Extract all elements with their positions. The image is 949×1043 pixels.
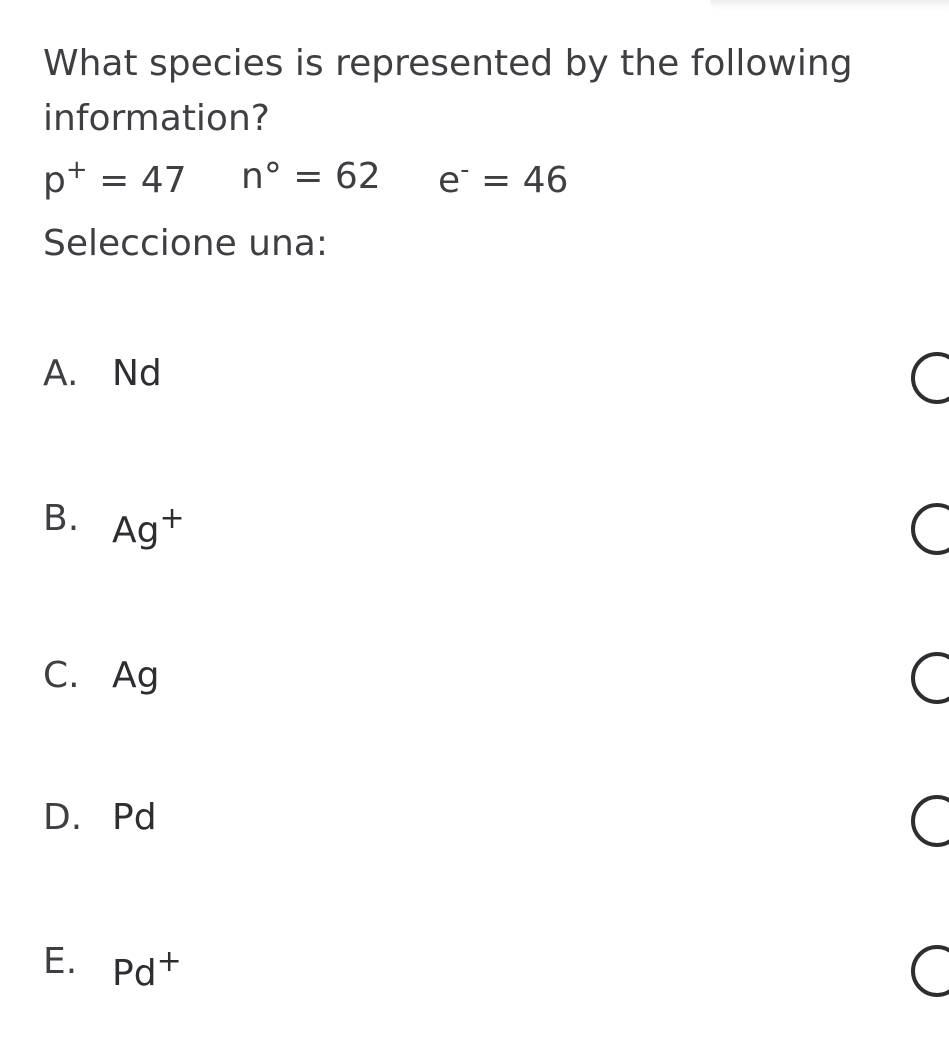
option-label (112, 944, 182, 994)
radio-button-c[interactable] (911, 652, 949, 704)
radio-button-a[interactable] (911, 352, 949, 404)
question-text: What species is represented by the following information? (43, 43, 853, 139)
option-symbol: Pd (112, 797, 157, 838)
option-symbol: Pd (112, 953, 157, 994)
neutron-count: n° = 62 (241, 156, 381, 197)
particle-counts (0, 0, 949, 220)
option-symbol: Nd (112, 353, 162, 394)
proton-count (43, 155, 187, 201)
option-symbol: Ag (112, 510, 160, 551)
electron-symbol: e (438, 160, 461, 201)
proton-symbol: p (43, 160, 66, 201)
option-e[interactable] (0, 918, 949, 1028)
option-letter: C. (43, 655, 80, 696)
radio-button-d[interactable] (911, 795, 949, 847)
electron-value: = 46 (469, 160, 569, 201)
option-d[interactable] (0, 768, 949, 878)
option-charge: + (159, 501, 185, 536)
option-label (112, 353, 162, 394)
option-letter: E. (43, 941, 78, 982)
option-symbol: Ag (112, 655, 160, 696)
option-b[interactable] (0, 475, 949, 585)
electron-charge: - (460, 155, 470, 185)
option-label (112, 501, 185, 551)
option-letter: D. (43, 797, 83, 838)
option-c[interactable] (0, 627, 949, 737)
option-label (112, 797, 157, 838)
radio-button-e[interactable] (911, 945, 949, 997)
proton-value: = 47 (87, 160, 187, 201)
radio-button-b[interactable] (911, 503, 949, 555)
select-one-label: Seleccione una: (43, 223, 328, 264)
option-letter: A. (43, 353, 79, 394)
option-a[interactable] (0, 325, 949, 435)
proton-charge: + (65, 155, 88, 185)
option-label (112, 655, 159, 696)
electron-count (438, 155, 569, 201)
option-charge: + (156, 944, 182, 979)
option-letter: B. (43, 498, 80, 539)
